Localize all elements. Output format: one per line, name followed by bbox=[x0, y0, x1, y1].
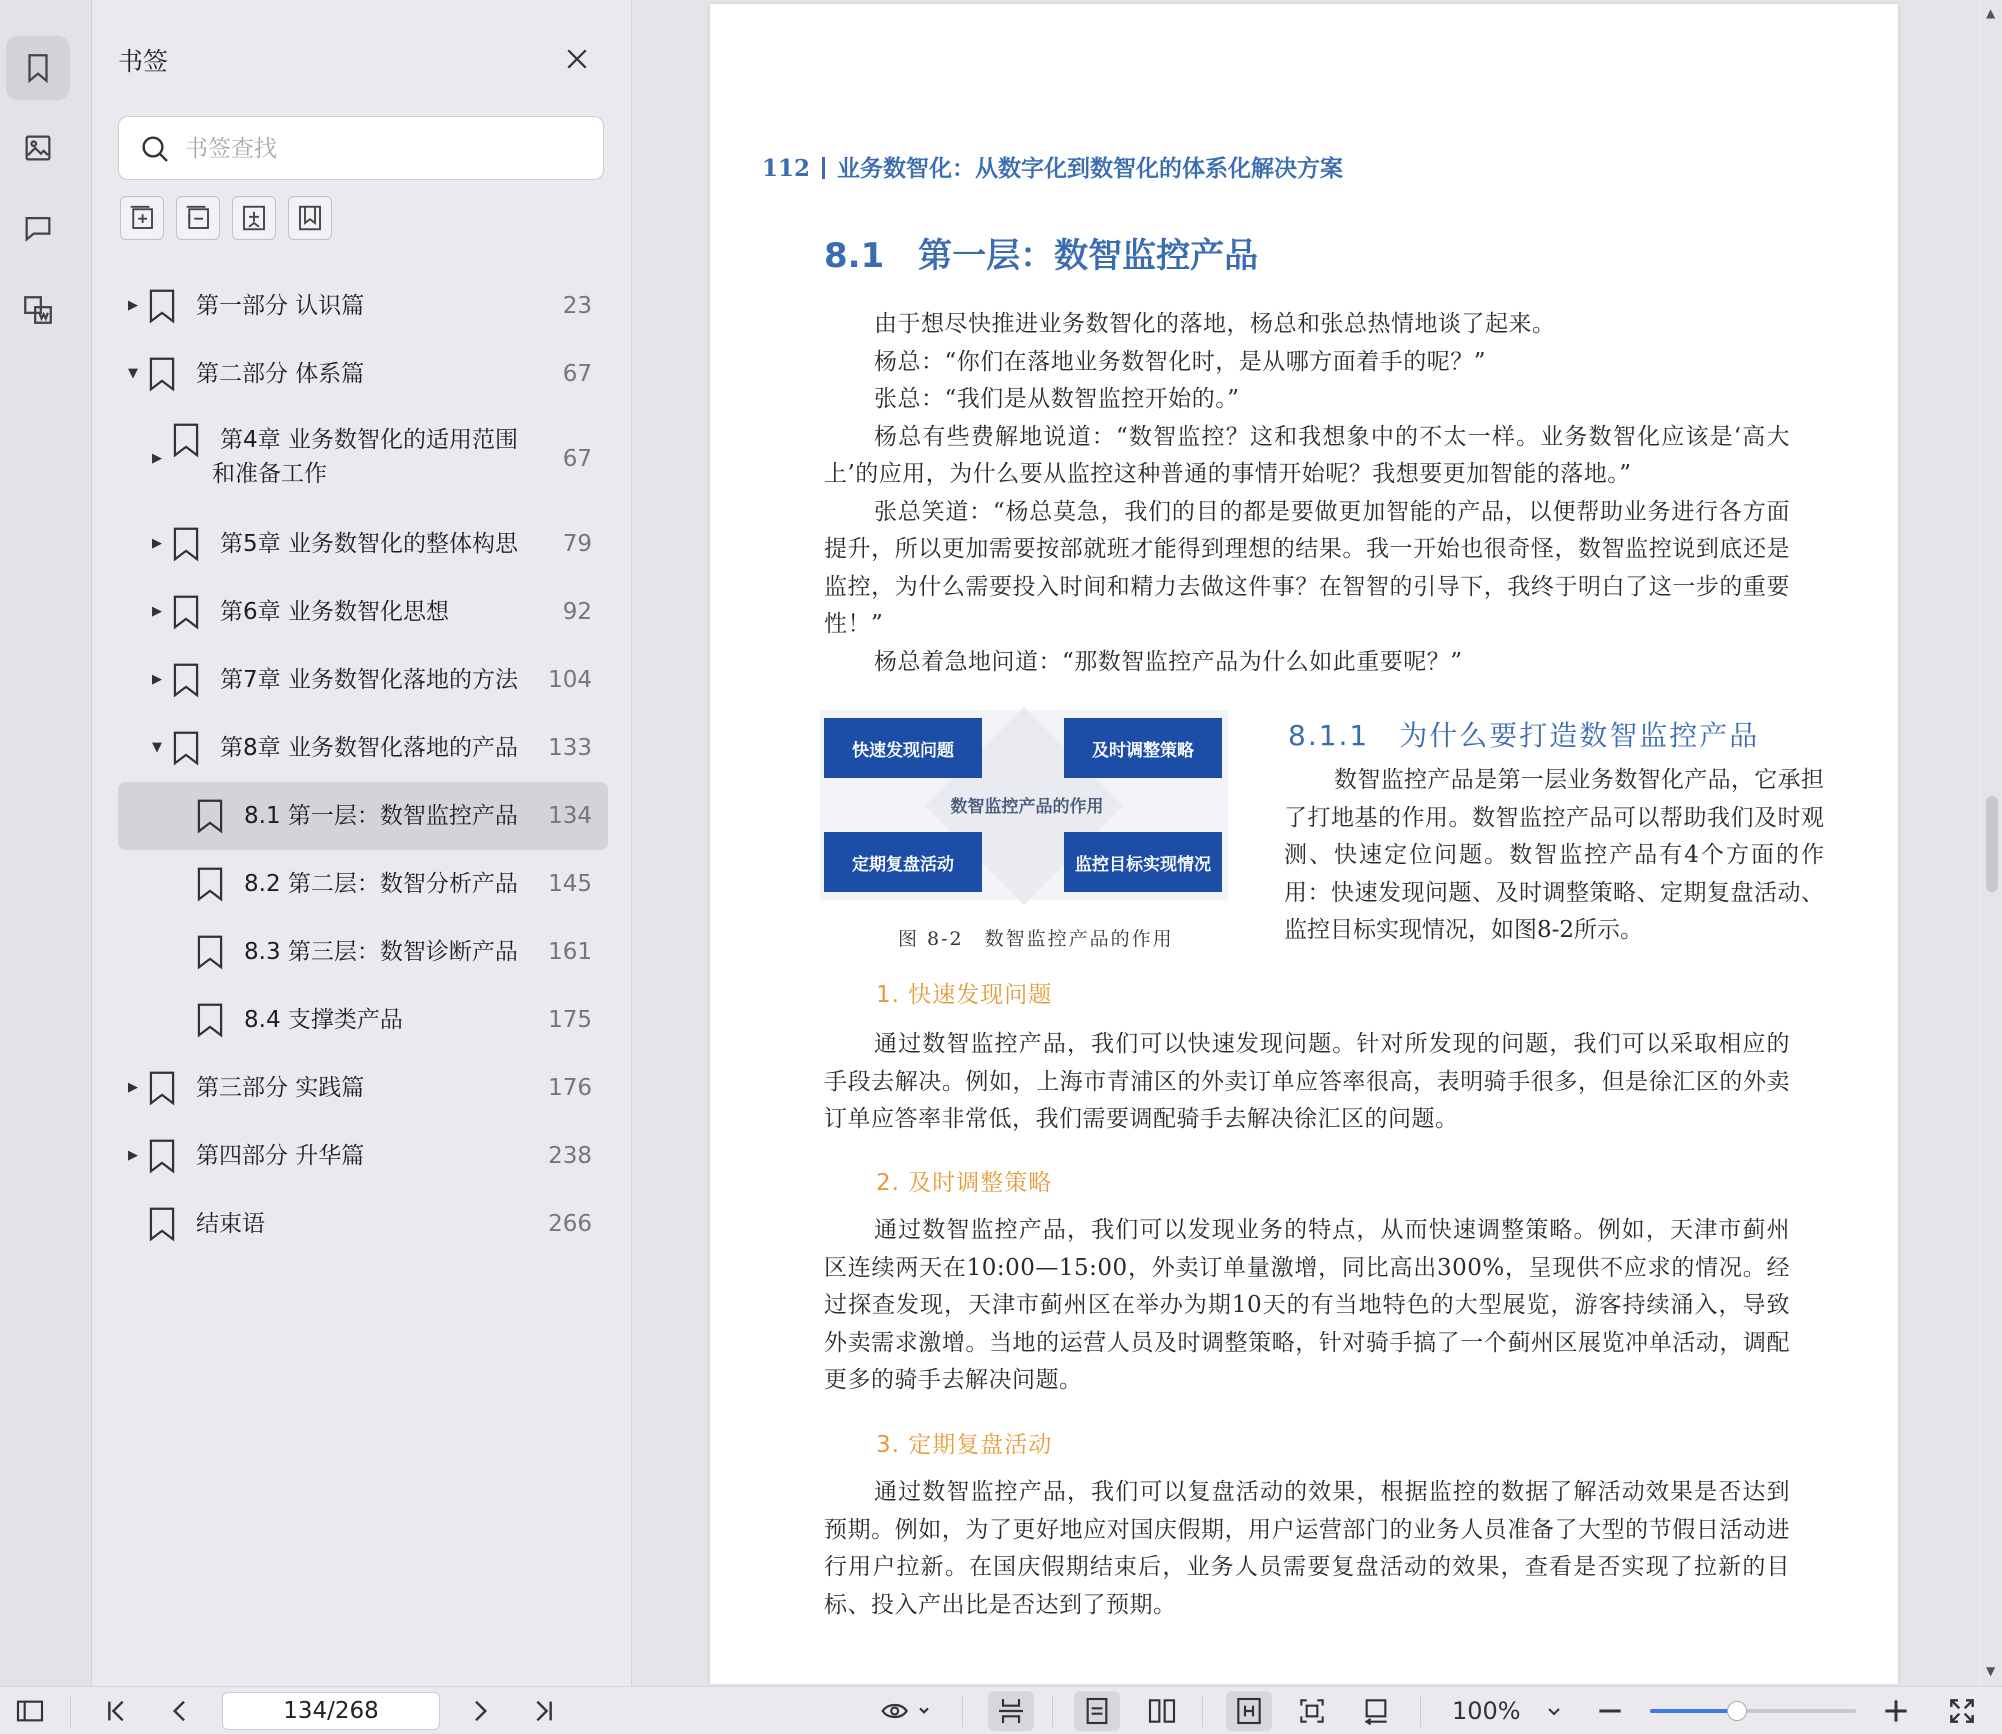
expand-triangle-icon[interactable]: ▶ bbox=[128, 1080, 138, 1095]
bookmark-label: 第4章 业务数智化的适用范围 bbox=[220, 427, 518, 453]
scroll-up-icon[interactable]: ▲ bbox=[1986, 6, 1996, 20]
bookmark-icon bbox=[148, 288, 176, 324]
zoom-dropdown-button[interactable] bbox=[1542, 1695, 1566, 1727]
rotate-icon bbox=[1360, 1695, 1392, 1727]
bookmark-label: 第8章 业务数智化落地的产品 bbox=[220, 734, 518, 761]
bookmark-label: 第6章 业务数智化思想 bbox=[220, 598, 449, 625]
bookmark-label: 结束语 bbox=[196, 1210, 265, 1237]
item-heading: 1. 快速发现问题 bbox=[876, 982, 1053, 1008]
bottom-toolbar bbox=[0, 1686, 2002, 1734]
bookmark-page: 134 bbox=[548, 803, 592, 829]
bookmark-search-input[interactable] bbox=[185, 129, 585, 169]
figure-center-label: 数智监控产品的作用 bbox=[950, 797, 1104, 817]
chevron-down-icon bbox=[1542, 1695, 1566, 1727]
bookmark-item[interactable] bbox=[118, 1190, 608, 1258]
thumbnail-rail-button[interactable] bbox=[6, 116, 70, 180]
toolbar-divider bbox=[1420, 1695, 1421, 1727]
document-viewport[interactable] bbox=[632, 0, 1978, 1686]
paragraph: 通过数智监控产品，我们可以复盘活动的效果，根据监控的数据了解活动效果是否达到预期。例如，为了更好地应对国庆假期，用户运营部门的业务人员准备了大型的节假日活动进行用户拉新。在国庆假期结束后，业务人员需要复盘活动的效果，查看是否实现了拉新的目标、投入产出比是否达到了预期。 bbox=[824, 1479, 1790, 1618]
figure-box: 及时调整策略 bbox=[1064, 718, 1222, 778]
expand-triangle-icon[interactable]: ▶ bbox=[152, 672, 162, 687]
expand-triangle-icon[interactable]: ▶ bbox=[128, 298, 138, 313]
figure-box: 定期复盘活动 bbox=[824, 832, 982, 892]
bookmark-page: 145 bbox=[548, 871, 592, 897]
item-heading: 3. 定期复盘活动 bbox=[876, 1432, 1053, 1458]
first-page-icon bbox=[100, 1695, 132, 1727]
bookmark-page: 67 bbox=[562, 446, 592, 472]
collapse-all-icon bbox=[183, 203, 213, 233]
zoom-slider-knob[interactable] bbox=[1727, 1701, 1747, 1721]
expand-all-icon bbox=[127, 203, 157, 233]
bookmark-item[interactable] bbox=[118, 1122, 608, 1190]
two-page-button[interactable] bbox=[1146, 1695, 1178, 1727]
single-page-icon bbox=[1081, 1695, 1113, 1727]
item-text bbox=[824, 1212, 1790, 1400]
bookmark-page: 92 bbox=[562, 599, 592, 625]
running-head-title: 业务数智化：从数字化到数智化的体系化解决方案 bbox=[837, 155, 1344, 182]
sidebar-toggle-icon bbox=[14, 1695, 46, 1727]
paragraph: 张总：“我们是从数智监控开始的。” bbox=[874, 386, 1240, 412]
subsection-title: 8.1.1 为什么要打造数智监控产品 bbox=[1288, 719, 1760, 752]
expand-triangle-icon[interactable]: ▶ bbox=[152, 604, 162, 619]
scroll-thumb[interactable] bbox=[1986, 796, 1998, 892]
fit-width-button[interactable] bbox=[1233, 1695, 1265, 1727]
search-icon bbox=[139, 133, 171, 165]
paragraph: 由于想尽快推进业务数智化的落地，杨总和张总热情地谈了起来。 bbox=[874, 311, 1556, 337]
bookmark-rail-button[interactable] bbox=[6, 36, 70, 100]
bookmark-icon bbox=[196, 1002, 224, 1038]
bookmark-panel bbox=[92, 0, 632, 1686]
comment-icon bbox=[21, 211, 55, 245]
bookmark-icon bbox=[172, 594, 200, 630]
add-bookmark-button[interactable] bbox=[232, 196, 276, 240]
paragraph: 杨总：“你们在落地业务数智化时，是从哪方面着手的呢？” bbox=[874, 348, 1487, 375]
bookmark-label-line2: 和准备工作 bbox=[212, 461, 327, 487]
bookmark-item[interactable] bbox=[118, 578, 608, 646]
bookmark-page: 104 bbox=[548, 667, 592, 693]
scroll-down-icon[interactable]: ▼ bbox=[1986, 1664, 1996, 1678]
bookmark-label: 8.1 第一层：数智监控产品 bbox=[244, 802, 518, 829]
bookmark-icon bbox=[148, 356, 176, 392]
annotation-rail-button[interactable] bbox=[6, 196, 70, 260]
paragraph: 杨总着急地问道：“那数智监控产品为什么如此重要呢？” bbox=[874, 648, 1463, 675]
fit-page-button[interactable] bbox=[1296, 1695, 1328, 1727]
continuous-scroll-button[interactable] bbox=[995, 1695, 1027, 1727]
expand-all-button[interactable] bbox=[120, 196, 164, 240]
fullscreen-button[interactable] bbox=[1946, 1695, 1978, 1727]
bookmark-label: 第7章 业务数智化落地的方法 bbox=[220, 666, 518, 693]
paragraph: 通过数智监控产品，我们可以发现业务的特点，从而快速调整策略。例如，天津市蓟州区连续两天在10:00—15:00，外卖订单量激增，同比高出300%，呈现供不应求的情况。经过探查发现，天津市蓟州区在举办为期10天的有当地特色的大型展览，游客持续涌入，导致外卖需求激增。当地的运营人员及时调整策略，针对骑手搞了一个蓟州区展览冲单活动，调配更多的骑手去解决问题。 bbox=[824, 1217, 1790, 1393]
side-rail bbox=[0, 0, 92, 1686]
zoom-out-button[interactable] bbox=[1594, 1695, 1626, 1727]
eye-dropdown-icon bbox=[880, 1695, 936, 1727]
bookmark-item[interactable] bbox=[118, 918, 608, 986]
page-number-input[interactable]: 134/268 bbox=[222, 1692, 440, 1730]
bookmark-label: 第四部分 升华篇 bbox=[196, 1142, 365, 1169]
bookmark-item[interactable] bbox=[118, 646, 608, 714]
chevron-left-icon bbox=[164, 1695, 196, 1727]
fullscreen-icon bbox=[1946, 1695, 1978, 1727]
bookmark-label: 8.3 第三层：数智诊断产品 bbox=[244, 938, 518, 965]
toolbar-divider bbox=[1052, 1695, 1053, 1727]
expand-triangle-icon[interactable]: ▶ bbox=[128, 1148, 138, 1163]
bookmark-item[interactable] bbox=[118, 510, 608, 578]
bookmark-label: 8.4 支撑类产品 bbox=[244, 1006, 403, 1033]
bookmark-item[interactable] bbox=[118, 1054, 608, 1122]
bookmark-item[interactable] bbox=[118, 272, 608, 340]
bookmark-item[interactable] bbox=[118, 714, 608, 782]
zoom-slider[interactable] bbox=[1650, 1709, 1856, 1713]
zoom-slider-fill bbox=[1650, 1709, 1737, 1713]
pdf-page bbox=[710, 4, 1898, 1684]
plus-icon bbox=[1880, 1695, 1912, 1727]
bookmark-item-selected[interactable] bbox=[118, 782, 608, 850]
bookmark-page: 238 bbox=[548, 1143, 592, 1169]
bookmark-page: 176 bbox=[548, 1075, 592, 1101]
collapse-triangle-icon[interactable]: ▼ bbox=[152, 740, 162, 755]
bookmark-search bbox=[118, 116, 604, 180]
chevron-right-icon bbox=[464, 1695, 496, 1727]
fit-width-icon bbox=[1233, 1695, 1265, 1727]
bookmark-icon bbox=[172, 422, 200, 458]
single-page-button[interactable] bbox=[1081, 1695, 1113, 1727]
bookmark-icon bbox=[172, 526, 200, 562]
bookmark-icon bbox=[196, 934, 224, 970]
minus-icon bbox=[1594, 1695, 1626, 1727]
paragraph: 数智监控产品是第一层业务数智化产品，它承担了打地基的作用。数智监控产品可以帮助我们及时观测、快速定位问题。数智监控产品有4个方面的作用：快速发现问题、及时调整策略、定期复盘活动、监控目标实现情况，如图8-2所示。 bbox=[1284, 767, 1824, 943]
collapse-triangle-icon[interactable]: ▼ bbox=[128, 366, 138, 381]
item-heading: 2. 及时调整策略 bbox=[876, 1170, 1053, 1196]
bookmark-item[interactable] bbox=[118, 408, 608, 510]
fit-page-icon bbox=[1296, 1695, 1328, 1727]
bookmark-page: 67 bbox=[562, 361, 592, 387]
previous-page-button[interactable] bbox=[164, 1695, 196, 1727]
running-head-divider bbox=[822, 157, 825, 179]
rotate-button[interactable] bbox=[1360, 1695, 1392, 1727]
running-head bbox=[762, 150, 1343, 183]
last-page-button[interactable] bbox=[528, 1695, 560, 1727]
bookmark-item[interactable] bbox=[118, 850, 608, 918]
bookmark-item[interactable] bbox=[118, 340, 608, 408]
bookmark-icon bbox=[172, 730, 200, 766]
bookmark-page: 133 bbox=[548, 735, 592, 761]
convert-rail-button[interactable] bbox=[6, 278, 70, 342]
paragraph: 张总笑道：“杨总莫急，我们的目的都是要做更加智能的产品，以便帮助业务进行各方面提升，所以更加需要按部就班才能得到理想的结果。我一开始也很奇怪，数智监控说到底还是监控，为什么需要投入时间和精力去做这件事？在智智的引导下，我终于明白了这一步的重要性！” bbox=[824, 498, 1790, 637]
bookmark-icon bbox=[295, 203, 325, 233]
item-text bbox=[824, 1026, 1790, 1139]
bookmark-item[interactable] bbox=[118, 986, 608, 1054]
continuous-scroll-icon bbox=[995, 1695, 1027, 1727]
add-bookmark-icon bbox=[239, 203, 269, 233]
bookmark-page: 161 bbox=[548, 939, 592, 965]
next-page-button[interactable] bbox=[464, 1695, 496, 1727]
section-title: 8.1 第一层：数智监控产品 bbox=[824, 236, 1259, 276]
running-head-page: 112 bbox=[762, 155, 811, 182]
bookmark-tools bbox=[120, 196, 332, 240]
zoom-level[interactable]: 100% bbox=[1452, 1697, 1521, 1725]
bookmark-page: 79 bbox=[562, 531, 592, 557]
bookmark-icon bbox=[172, 662, 200, 698]
bookmark-list bbox=[118, 272, 608, 1258]
bookmark-label: 第5章 业务数智化的整体构思 bbox=[220, 530, 518, 557]
bookmark-icon bbox=[21, 51, 55, 85]
vertical-scrollbar[interactable] bbox=[1982, 0, 2002, 1686]
two-page-icon bbox=[1146, 1695, 1178, 1727]
bookmark-icon bbox=[148, 1138, 176, 1174]
intro-text bbox=[824, 306, 1790, 681]
bookmark-label: 8.2 第二层：数智分析产品 bbox=[244, 870, 518, 897]
paragraph: 杨总有些费解地说道：“数智监控？这和我想象中的不太一样。业务数智化应该是‘高大上’的应用，为什么要从监控这种普通的事情开始呢？我想要更加智能的落地。” bbox=[824, 423, 1790, 487]
bookmark-label: 第一部分 认识篇 bbox=[196, 292, 365, 319]
figure-8-2 bbox=[820, 710, 1228, 900]
bookmark-page: 266 bbox=[548, 1211, 592, 1237]
toolbar-divider bbox=[70, 1695, 71, 1727]
image-icon bbox=[21, 131, 55, 165]
bookmark-icon bbox=[148, 1070, 176, 1106]
close-icon[interactable] bbox=[562, 44, 592, 74]
expand-triangle-icon[interactable]: ▶ bbox=[152, 536, 162, 551]
toolbar-divider bbox=[1202, 1695, 1203, 1727]
convert-icon bbox=[21, 293, 55, 327]
figure-box: 快速发现问题 bbox=[824, 718, 982, 778]
bookmark-page: 23 bbox=[562, 293, 592, 319]
toolbar-divider bbox=[962, 1695, 963, 1727]
read-mode-button[interactable] bbox=[880, 1695, 936, 1727]
bookmark-icon bbox=[196, 866, 224, 902]
item-text bbox=[824, 1474, 1790, 1624]
bookmark-page: 175 bbox=[548, 1007, 592, 1033]
bookmark-label: 第二部分 体系篇 bbox=[196, 360, 365, 387]
bookmark-current-button[interactable] bbox=[288, 196, 332, 240]
sidebar-toggle-button[interactable] bbox=[14, 1695, 46, 1727]
collapse-all-button[interactable] bbox=[176, 196, 220, 240]
zoom-in-button[interactable] bbox=[1880, 1695, 1912, 1727]
panel-title: 书签 bbox=[118, 47, 169, 76]
bookmark-label: 第三部分 实践篇 bbox=[196, 1074, 365, 1101]
first-page-button[interactable] bbox=[100, 1695, 132, 1727]
bookmark-icon bbox=[196, 798, 224, 834]
paragraph: 通过数智监控产品，我们可以快速发现问题。针对所发现的问题，我们可以采取相应的手段去解决。例如，上海市青浦区的外卖订单应答率很高，表明骑手很多，但是徐汇区的外卖订单应答率非常低，我们需要调配骑手去解决徐汇区的问题。 bbox=[824, 1031, 1790, 1132]
bookmark-icon bbox=[148, 1206, 176, 1242]
figure-box: 监控目标实现情况 bbox=[1064, 832, 1222, 892]
figure-caption: 图 8-2 数智监控产品的作用 bbox=[898, 928, 1174, 950]
expand-triangle-icon[interactable]: ▶ bbox=[152, 451, 162, 466]
last-page-icon bbox=[528, 1695, 560, 1727]
subsection-text bbox=[1284, 762, 1824, 950]
